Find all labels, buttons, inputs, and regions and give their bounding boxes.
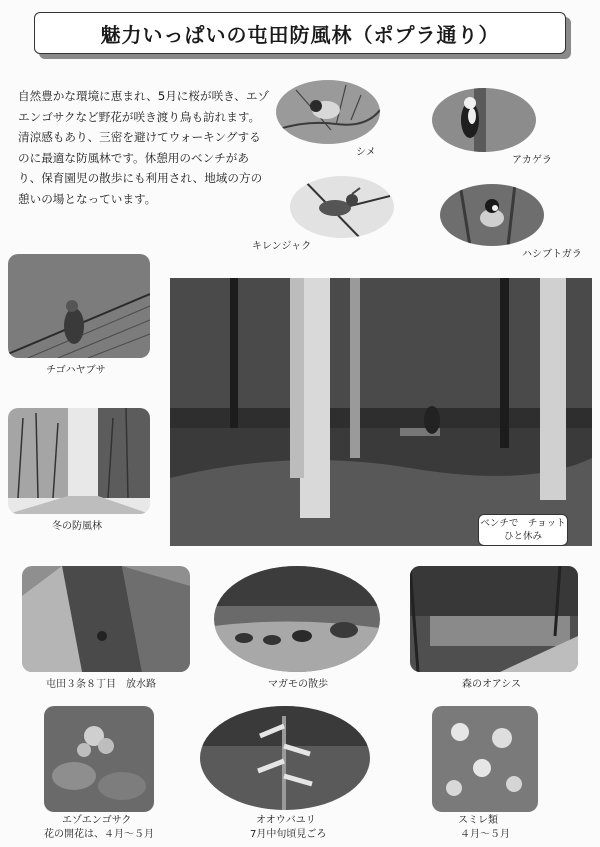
- caption-winter-forest: 冬の防風林: [52, 521, 102, 532]
- caption-ezoengosaku-name: エゾエンゴサク: [62, 815, 132, 826]
- caption-oouba-name: オオウバユリ: [256, 815, 316, 826]
- bench-label: [478, 514, 568, 546]
- caption-oouba-period: 7月中旬頃見ごろ: [250, 829, 327, 840]
- photo-ezoengosaku: [44, 706, 154, 812]
- caption-sumire-period: ４月～５月: [460, 829, 510, 840]
- caption-ducks: マガモの散歩: [268, 679, 328, 690]
- caption-hashibutogara: ハシブトガラ: [522, 249, 582, 260]
- photo-shime: [276, 80, 380, 144]
- photo-main-forest: [170, 278, 592, 546]
- intro-text: [18, 86, 270, 209]
- photo-kirenjaku: [290, 176, 394, 238]
- photo-sumire: [432, 706, 538, 812]
- photo-oouba-yuri: [200, 706, 370, 810]
- caption-chigohayabusa: チゴハヤブサ: [46, 365, 106, 376]
- intro-paragraph-2: 清涼感もあり、三密を避けてウォーキングするのに最適な防風林です。休憩用のベンチがあり、保育園児の散歩にも利用され、地域の方の憩いの場となっています。: [18, 130, 263, 206]
- caption-waterway: 屯田３条８丁目 放水路: [46, 679, 156, 690]
- photo-winter-forest: [8, 408, 150, 514]
- photo-ducks: [214, 566, 380, 672]
- caption-sumire-name: スミレ類: [458, 815, 498, 826]
- page-title: 魅力いっぱいの屯田防風林（ポプラ通り）: [100, 22, 500, 47]
- caption-kirenjaku: キレンジャク: [252, 241, 312, 252]
- photo-chigohayabusa: [8, 254, 150, 358]
- title-box: [34, 12, 566, 54]
- photo-waterway: [22, 566, 190, 672]
- bench-label-line-2: ひと休み: [503, 531, 542, 542]
- caption-ezoengosaku-period: 花の開花は、４月～５月: [44, 829, 154, 840]
- photo-akagera: [432, 88, 536, 152]
- caption-shime: シメ: [356, 147, 376, 158]
- caption-oasis: 森のオアシス: [462, 679, 521, 690]
- photo-hashibutogara: [440, 184, 544, 246]
- photo-oasis: [410, 566, 578, 672]
- bench-label-line-1: ベンチで チョット: [480, 518, 566, 529]
- intro-paragraph-1: 自然豊かな環境に恵まれ、5月に桜が咲き、エゾエンゴサクなど野花が咲き渡り鳥も訪れます。: [18, 89, 270, 124]
- caption-akagera: アカゲラ: [512, 155, 552, 166]
